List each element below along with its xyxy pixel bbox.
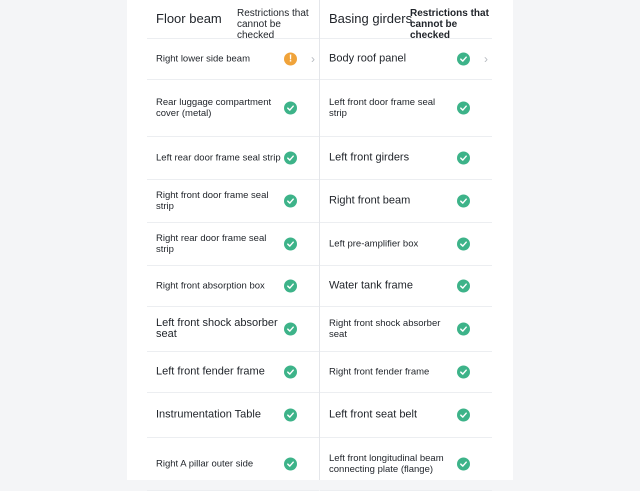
column-title: Floor beam <box>156 11 222 26</box>
list-item[interactable] <box>147 307 319 352</box>
check-circle-icon <box>457 238 470 251</box>
column-subtitle: Restrictions that cannot be checked <box>410 8 489 41</box>
item-label: Left front shock absorber seat <box>156 317 278 340</box>
check-circle-icon <box>284 102 297 115</box>
column-header <box>147 0 319 39</box>
list-item[interactable] <box>320 80 492 137</box>
item-label: Left rear door frame seal strip <box>156 152 281 164</box>
list-item[interactable] <box>320 137 492 180</box>
item-label: Right front door frame seal strip <box>156 190 269 212</box>
check-circle-icon <box>457 102 470 115</box>
list-item[interactable] <box>320 393 492 438</box>
list-item[interactable] <box>320 438 492 491</box>
check-circle-icon <box>284 152 297 165</box>
list-item[interactable] <box>147 393 319 438</box>
list-item[interactable] <box>320 39 492 80</box>
item-label: Right front fender frame <box>329 366 430 378</box>
column-subtitle: Restrictions that cannot be checked <box>237 8 309 41</box>
item-label: Body roof panel <box>329 52 407 65</box>
check-circle-icon <box>284 323 297 336</box>
list-item[interactable] <box>320 307 492 352</box>
list-item[interactable] <box>147 80 319 137</box>
floor-beam-column <box>147 0 320 480</box>
exclamation-circle-icon: ! <box>284 53 297 66</box>
item-label: Right front absorption box <box>156 280 265 292</box>
check-circle-icon <box>284 366 297 379</box>
check-circle-icon <box>457 195 470 208</box>
item-label: Left front girders <box>329 151 410 164</box>
item-label: Left front fender frame <box>156 365 265 378</box>
inspection-card <box>147 0 492 480</box>
check-circle-icon <box>284 238 297 251</box>
check-circle-icon <box>457 53 470 66</box>
item-label: Water tank frame <box>329 279 413 292</box>
list-item[interactable] <box>147 180 319 223</box>
item-label: Left front seat belt <box>329 408 418 421</box>
chevron-right-icon[interactable]: › <box>484 52 488 66</box>
check-circle-icon <box>457 280 470 293</box>
list-item[interactable] <box>147 352 319 393</box>
column-header <box>320 0 492 39</box>
check-circle-icon <box>284 280 297 293</box>
item-label: Right A pillar outer side <box>156 458 254 470</box>
column-title: Basing girders <box>329 11 413 26</box>
list-item[interactable] <box>147 39 319 80</box>
chevron-right-icon[interactable]: › <box>311 52 315 66</box>
list-item[interactable] <box>147 137 319 180</box>
check-circle-icon <box>457 366 470 379</box>
check-circle-icon <box>284 458 297 471</box>
item-label: Right front beam <box>329 194 411 207</box>
list-item[interactable] <box>147 266 319 307</box>
check-circle-icon <box>457 323 470 336</box>
list-item[interactable] <box>147 223 319 266</box>
list-item[interactable] <box>320 223 492 266</box>
check-circle-icon <box>457 409 470 422</box>
check-circle-icon <box>284 195 297 208</box>
item-label: Rear luggage compartment cover (metal) <box>156 97 272 119</box>
item-label: Instrumentation Table <box>156 408 261 421</box>
item-label: Left front door frame seal strip <box>329 97 436 119</box>
item-label: Right lower side beam <box>156 53 250 65</box>
list-item[interactable] <box>320 266 492 307</box>
list-item[interactable] <box>320 180 492 223</box>
basing-girders-column <box>320 0 492 480</box>
check-circle-icon <box>284 409 297 422</box>
item-label: Left pre-amplifier box <box>329 238 419 250</box>
item-label: Right front shock absorber seat <box>329 318 441 340</box>
check-circle-icon <box>457 152 470 165</box>
list-item[interactable] <box>147 438 319 491</box>
item-label: Right rear door frame seal strip <box>156 233 267 255</box>
list-item[interactable] <box>320 352 492 393</box>
check-circle-icon <box>457 458 470 471</box>
item-label: Left front longitudinal beam connecting plate (flange) <box>329 453 444 475</box>
